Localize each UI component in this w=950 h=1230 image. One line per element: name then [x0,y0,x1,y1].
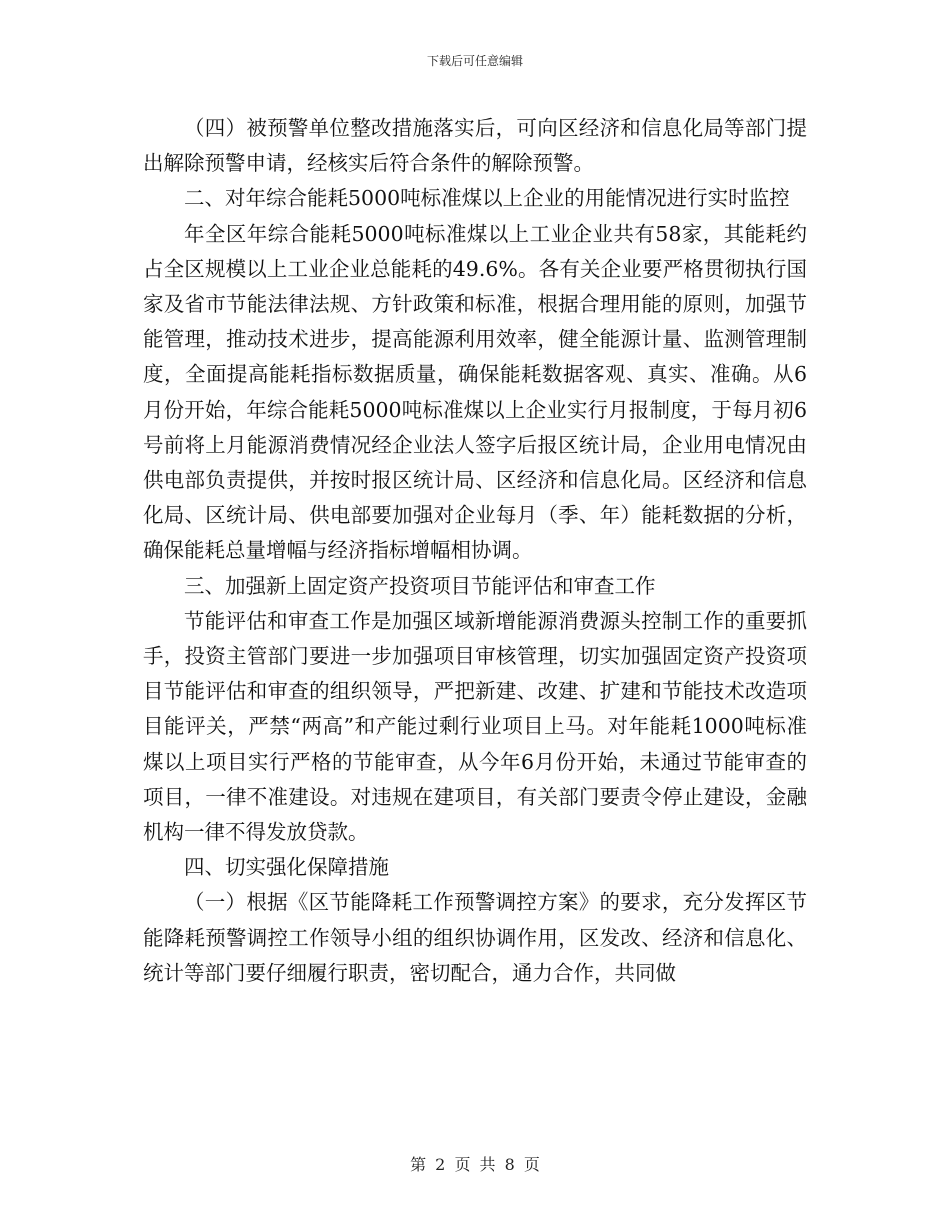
paragraph-warning-release: （四）被预警单位整改措施落实后，可向区经济和信息化局等部门提出解除预警申请，经核实后符合条件的解除预警。 [143,116,807,176]
paragraph-safeguards: （一）根据《区节能降耗工作预警调控方案》的要求，充分发挥区节能降耗预警调控工作领导小组的组织协调作用，区发改、经济和信息化、统计等部门要仔细履行职责，密切配合，通力合作，共同做 [143,890,807,985]
page-number: 第 2 页 共 8 页 [410,1155,540,1174]
page-header: 下载后可任意编辑 [426,54,523,68]
heading-section-4: 四、切实强化保障措施 [184,855,389,880]
document-body [143,111,807,991]
heading-section-3: 三、加强新上固定资产投资项目节能评估和审查工作 [184,573,656,598]
paragraph-monitoring: 年全区年综合能耗5000吨标准煤以上工业企业共有58家，其能耗约占全区规模以上工业企业总能耗的49.6%。各有关企业要严格贯彻执行国家及省市节能法律法规、方针政策和标准，根据合理用能的原则，加强节能管理，推动技术进步，提高能源利用效率，健全能源计量、监测管理制度，全面提高能耗指标数据质量，确保能耗数据客观、真实、准确。从6月份开始，年综合能耗5000吨标准煤以上企业实行月报制度，于每月初6号前将上月能源消费情况经企业法人签字后报区统计局，企业用电情况由供电部负责提供，并按时报区统计局、区经济和信息化局。区经济和信息化局、区统计局、供电部要加强对企业每月（季、年）能耗数据的分析，确保能耗总量增幅与经济指标增幅相协调。 [143,221,807,563]
heading-section-2: 二、对年综合能耗5000吨标准煤以上企业的用能情况进行实时监控 [184,186,790,211]
paragraph-energy-review: 节能评估和审查工作是加强区域新增能源消费源头控制工作的重要抓手，投资主管部门要进一步加强项目审核管理，切实加强固定资产投资项目节能评估和审查的组织领导，严把新建、改建、扩建和节能技术改造项目能评关，严禁“两高”和产能过剩行业项目上马。对年能耗1000吨标准煤以上项目实行严格的节能审查，从今年6月份开始，未通过节能审查的项目，一律不准建设。对违规在建项目，有关部门要责令停止建设，金融机构一律不得发放贷款。 [143,608,807,845]
